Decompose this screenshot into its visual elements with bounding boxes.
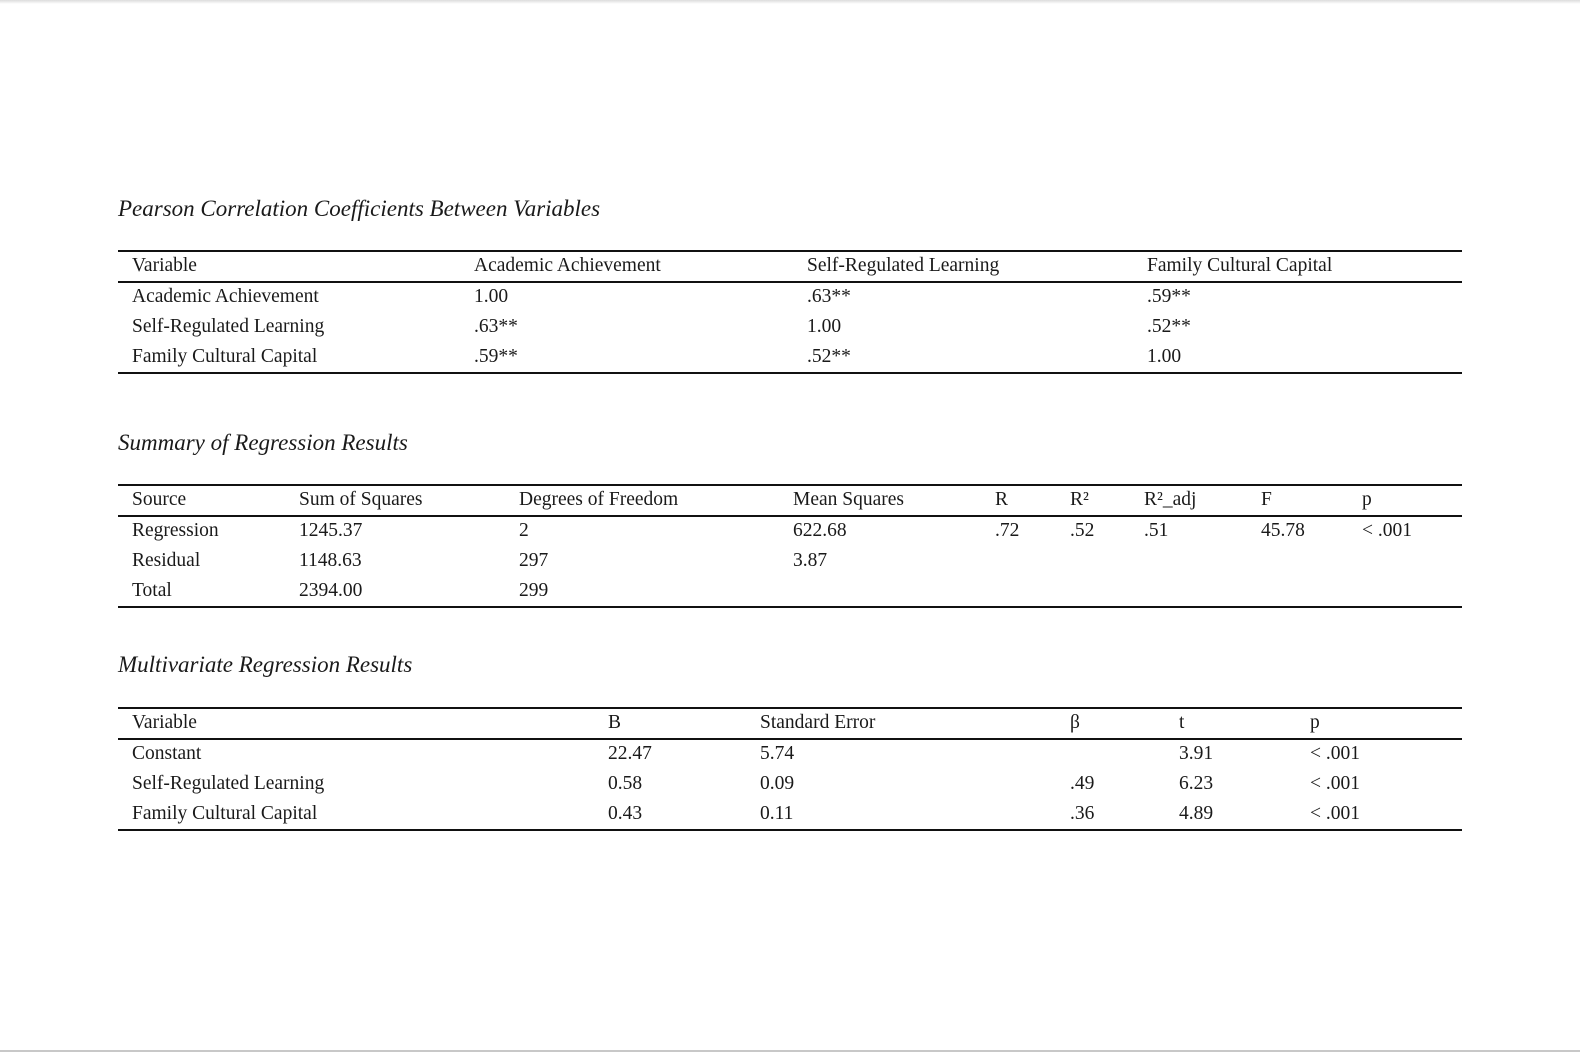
- table-cell: 22.47: [608, 743, 652, 764]
- table-cell: < .001: [1310, 743, 1360, 764]
- table-cell: 6.23: [1179, 773, 1214, 794]
- table-cell: 4.89: [1179, 803, 1214, 824]
- table-cell: < .001: [1362, 520, 1412, 541]
- table-cell: .59**: [474, 346, 518, 367]
- table-cell: 1.00: [474, 286, 509, 307]
- table-cell: 3.91: [1179, 743, 1214, 764]
- table-row: [118, 739, 1462, 769]
- row-label: Total: [132, 580, 172, 601]
- column-header: R²: [1070, 489, 1089, 510]
- correlation-table: [118, 250, 1462, 374]
- column-header: R²_adj: [1144, 489, 1197, 510]
- column-header: F: [1261, 489, 1272, 510]
- table-cell: .49: [1070, 773, 1095, 794]
- table-header-row: [118, 708, 1462, 738]
- row-label: Constant: [132, 743, 202, 764]
- table-header-row: [118, 485, 1462, 515]
- column-header: Source: [132, 489, 187, 510]
- table-bottom-rule: [118, 606, 1462, 608]
- column-header: Standard Error: [760, 712, 876, 733]
- multivariate-table: [118, 707, 1462, 831]
- table-cell: 299: [519, 580, 549, 601]
- table-header-row: [118, 251, 1462, 281]
- table-cell: < .001: [1310, 773, 1360, 794]
- row-label: Family Cultural Capital: [132, 803, 318, 824]
- table-cell: .52**: [1147, 316, 1191, 337]
- column-header: Mean Squares: [793, 489, 905, 510]
- table-cell: .72: [995, 520, 1020, 541]
- column-header: Family Cultural Capital: [1147, 255, 1333, 276]
- column-header: Variable: [132, 712, 197, 733]
- column-header: Self-Regulated Learning: [807, 255, 1000, 276]
- table-cell: 1148.63: [299, 550, 362, 571]
- table-row: [118, 546, 1462, 576]
- row-label: Self-Regulated Learning: [132, 316, 325, 337]
- table-cell: 3.87: [793, 550, 828, 571]
- column-header: B: [608, 712, 622, 733]
- row-label: Family Cultural Capital: [132, 346, 318, 367]
- row-label: Residual: [132, 550, 201, 571]
- column-header: p: [1310, 712, 1320, 733]
- table-cell: .63**: [474, 316, 518, 337]
- row-label: Self-Regulated Learning: [132, 773, 325, 794]
- table-row: [118, 769, 1462, 799]
- window-top-edge: [0, 0, 1580, 4]
- table-cell: .52**: [807, 346, 851, 367]
- table-cell: 2: [519, 520, 529, 541]
- table-row: [118, 799, 1462, 829]
- table-cell: 0.58: [608, 773, 643, 794]
- table-row: [118, 282, 1462, 312]
- table-cell: 1.00: [1147, 346, 1182, 367]
- multivariate-table-title: Multivariate Regression Results: [118, 652, 413, 677]
- table-cell: 1.00: [807, 316, 842, 337]
- row-label: Academic Achievement: [132, 286, 319, 307]
- regression-summary-title: Summary of Regression Results: [118, 430, 408, 455]
- table-cell: .36: [1070, 803, 1095, 824]
- column-header: p: [1362, 489, 1372, 510]
- table-row: [118, 312, 1462, 342]
- table-cell: 2394.00: [299, 580, 363, 601]
- table-cell: .63**: [807, 286, 851, 307]
- table-cell: 622.68: [793, 520, 847, 541]
- table-cell: 0.43: [608, 803, 643, 824]
- table-cell: 0.11: [760, 803, 794, 824]
- column-header: Academic Achievement: [474, 255, 661, 276]
- table-cell: 5.74: [760, 743, 795, 764]
- table-row: [118, 516, 1462, 546]
- table-cell: 45.78: [1261, 520, 1305, 541]
- row-label: Regression: [132, 520, 219, 541]
- column-header: β: [1070, 712, 1080, 733]
- table-cell: .59**: [1147, 286, 1191, 307]
- table-bottom-rule: [118, 372, 1462, 374]
- table-cell: .52: [1070, 520, 1095, 541]
- regression-summary-table: [118, 484, 1462, 608]
- table-cell: 0.09: [760, 773, 795, 794]
- correlation-table-title: Pearson Correlation Coefficients Between Variables: [118, 196, 601, 221]
- column-header: t: [1179, 712, 1185, 733]
- table-cell: 1245.37: [299, 520, 363, 541]
- column-header: Variable: [132, 255, 197, 276]
- table-row: [118, 576, 1462, 606]
- table-cell: .51: [1144, 520, 1169, 541]
- table-bottom-rule: [118, 829, 1462, 831]
- table-row: [118, 342, 1462, 372]
- column-header: R: [995, 489, 1009, 510]
- column-header: Sum of Squares: [299, 489, 423, 510]
- table-cell: < .001: [1310, 803, 1360, 824]
- column-header: Degrees of Freedom: [519, 489, 679, 510]
- table-cell: 297: [519, 550, 549, 571]
